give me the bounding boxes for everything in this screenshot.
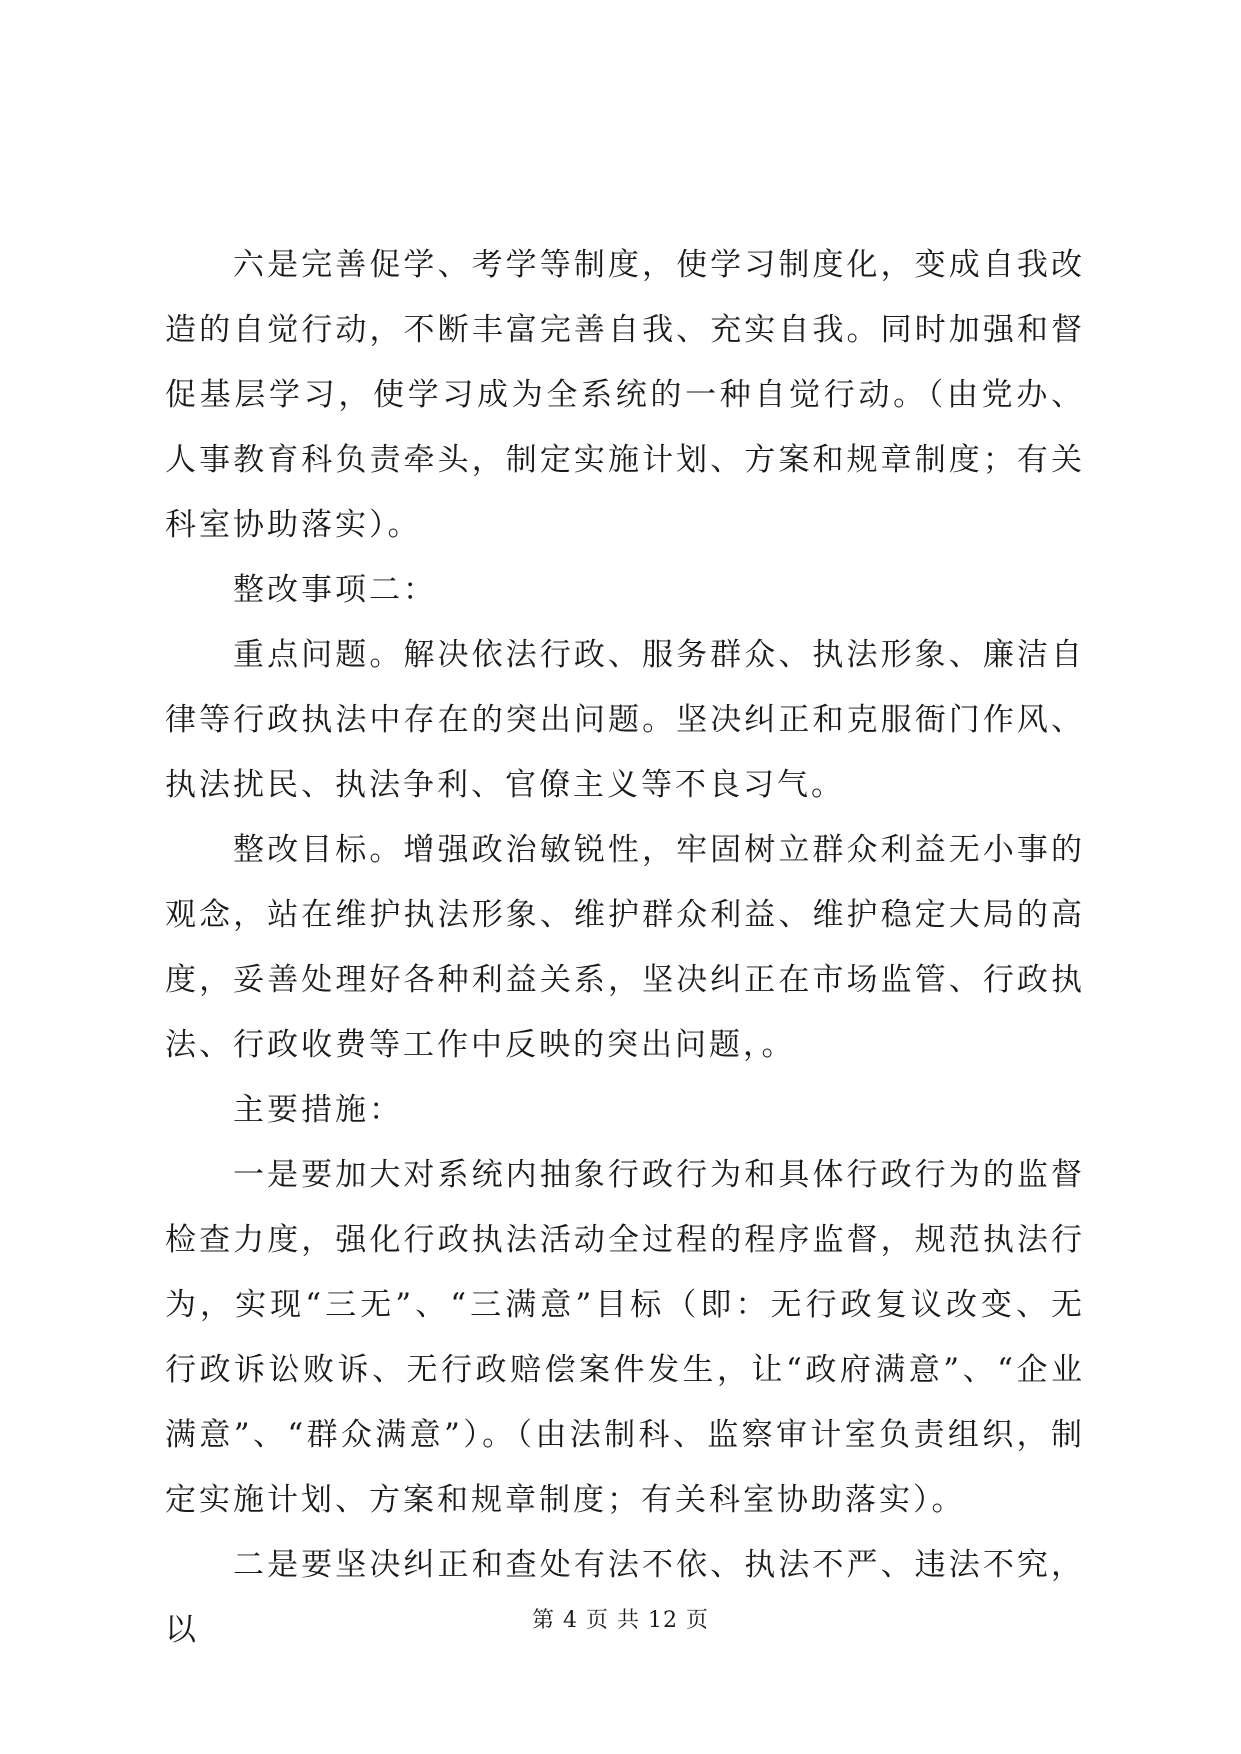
paragraph-rectification-item-two: 整改事项二： <box>233 572 437 608</box>
paragraph-study-system: 六是完善促学、考学等制度，使学习制度化，变成自我改造的自觉行动，不断丰富完善自我、充实自我。同时加强和督促基层学习，使学习成为全系统的一种自觉行动。（由党办、人事教育科负责牵头，制定实施计划、方案和规章制度；有关科室协助落实）。 <box>165 247 1085 543</box>
paragraph-measure-one: 一是要加大对系统内抽象行政行为和具体行政行为的监督检查力度，强化行政执法活动全过程的程序监督，规范执法行为，实现“三无”、“三满意”目标（即：无行政复议改变、无行政诉讼败诉、无行政赔偿案件发生，让“政府满意”、“企业满意”、“群众满意”）。（由法制科、监察审计室负责组织，制定实施计划、方案和规章制度；有关科室协助落实）。 <box>165 1157 1085 1518</box>
page-number-footer: 第 4 页 共 12 页 <box>532 1608 709 1633</box>
document-body <box>165 233 1085 1663</box>
paragraph-rectification-goals: 整改目标。增强政治敏锐性，牢固树立群众利益无小事的观念，站在维护执法形象、维护群众利益、维护稳定大局的高度，妥善处理好各种利益关系，坚决纠正在市场监管、行政执法、行政收费等工作中反映的突出问题，。 <box>165 832 1085 1063</box>
paragraph-key-issues: 重点问题。解决依法行政、服务群众、执法形象、廉洁自律等行政执法中存在的突出问题。坚决纠正和克服衙门作风、执法扰民、执法争利、官僚主义等不良习气。 <box>165 637 1085 803</box>
paragraph-main-measures-heading: 主要措施： <box>233 1092 403 1128</box>
paragraph-measure-two: 二是要坚决纠正和查处有法不依、执法不严、违法不究，以 <box>165 1547 1085 1648</box>
